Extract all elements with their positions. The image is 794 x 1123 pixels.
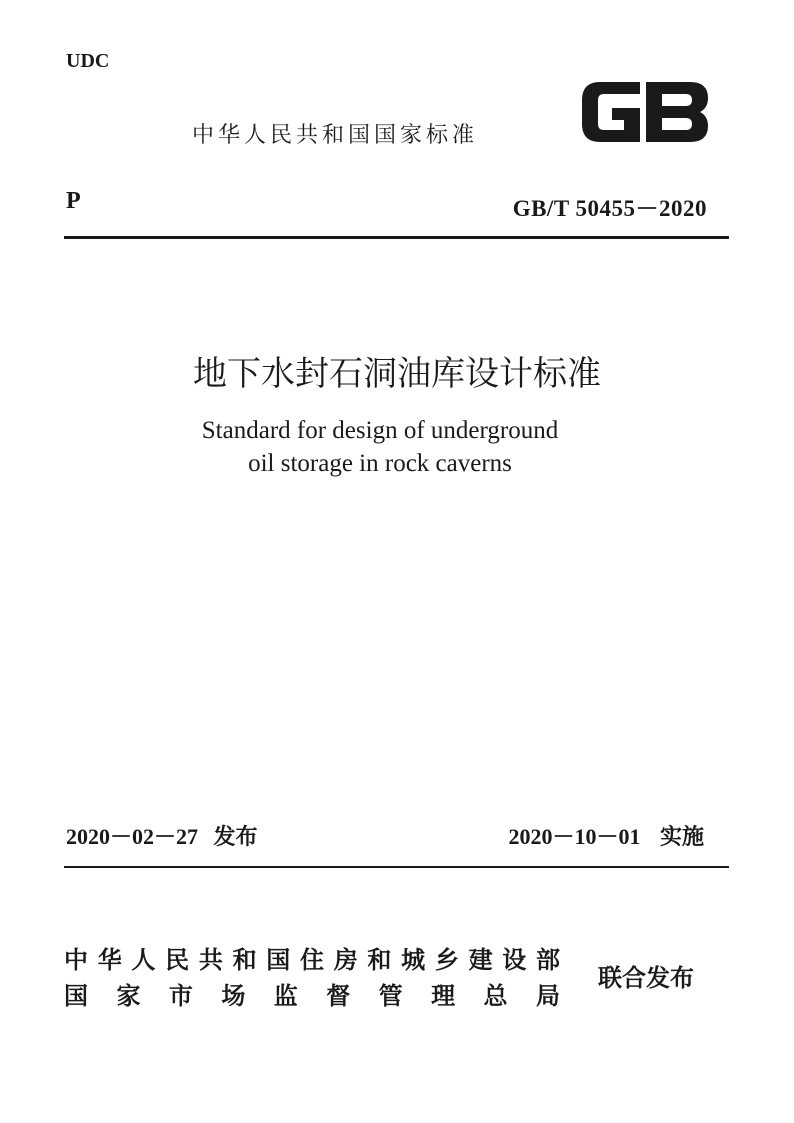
standard-number: GB/T 50455－2020	[512, 196, 707, 221]
implement-label: 实施	[659, 825, 704, 850]
title-chinese: 地下水封石洞油库设计标准	[193, 356, 601, 393]
issue-date: 2020－02－27	[66, 824, 199, 849]
title-english	[0, 414, 760, 480]
joint-issue-label: 联合发布	[598, 964, 694, 992]
publisher-market-regulation	[64, 976, 589, 1011]
national-standard-heading: 中华人民共和国国家标准	[192, 123, 479, 148]
header-divider	[64, 236, 729, 239]
classification-code: P	[66, 188, 81, 214]
issue-date-block	[66, 820, 258, 851]
publisher-line1: 中华人民共和国住房和城乡建设部	[64, 946, 570, 974]
implement-date-block	[508, 820, 704, 851]
title-english-line1: Standard for design of underground	[201, 417, 559, 444]
publisher-line2: 国家市场监督管理总局	[64, 982, 589, 1010]
udc-label: UDC	[66, 50, 110, 72]
implement-date: 2020－10－01	[508, 824, 641, 849]
title-english-line2: oil storage in rock caverns	[248, 450, 512, 477]
issue-label: 发布	[213, 825, 258, 850]
footer-divider	[64, 866, 729, 868]
gb-logo-icon	[578, 76, 712, 148]
publisher-ministry-housing	[64, 940, 570, 975]
